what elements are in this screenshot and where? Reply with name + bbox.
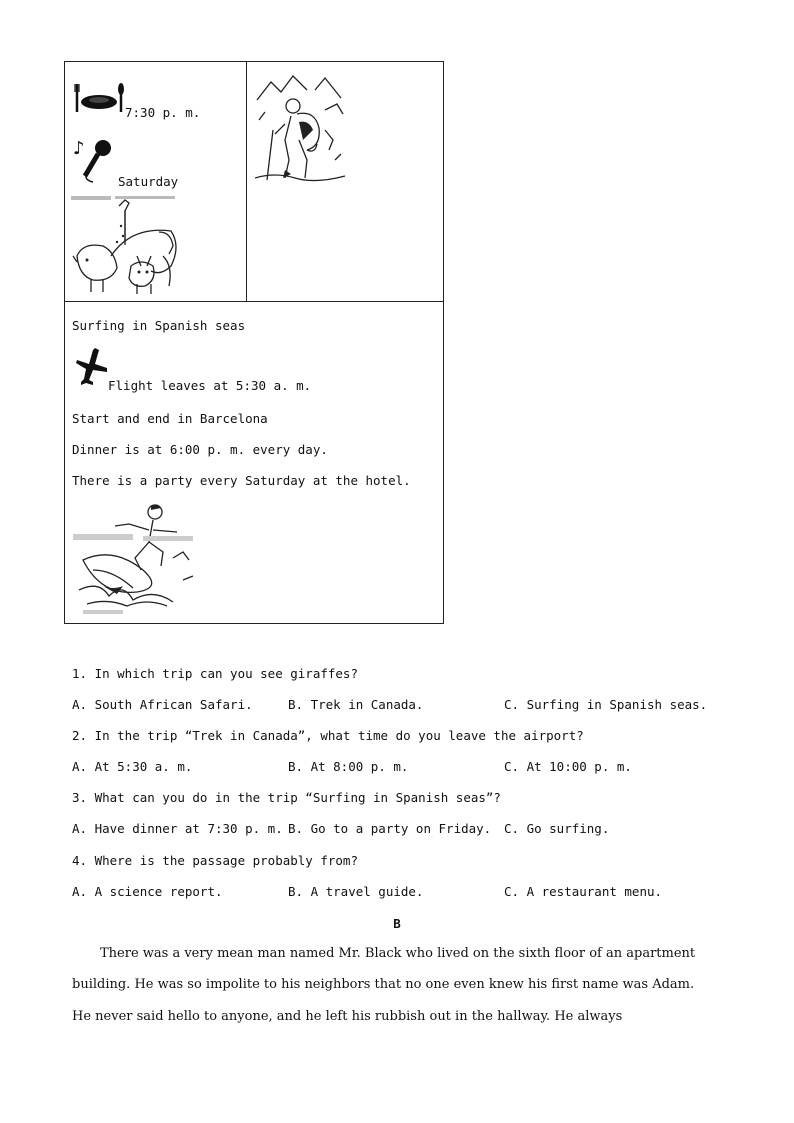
option-b: B. At 8:00 p. m.: [288, 759, 409, 774]
passage-line-2: building. He was so impolite to his neighbors that no one even knew his first name was Adam.: [72, 977, 695, 992]
flight-info: Flight leaves at 5:30 a. m.: [108, 378, 312, 393]
party-info: There is a party every Saturday at the hotel.: [72, 473, 411, 488]
music-day: Saturday: [118, 174, 179, 189]
safari-animals-illustration: [71, 196, 183, 296]
dinner-info: Dinner is at 6:00 p. m. every day.: [72, 442, 328, 457]
airplane-icon: [73, 346, 109, 388]
surfing-cell: [65, 302, 443, 623]
option-a: A. A science report.: [72, 884, 223, 899]
trip-table: [64, 61, 444, 624]
option-c: C. At 10:00 p. m.: [504, 759, 632, 774]
option-a: A. Have dinner at 7:30 p. m.: [72, 821, 283, 836]
option-b: B. Trek in Canada.: [288, 697, 424, 712]
question-text: 1. In which trip can you see giraffes?: [72, 666, 358, 681]
trek-cell: [247, 62, 443, 302]
dinner-plate-icon: [73, 80, 125, 116]
option-a: A. At 5:30 a. m.: [72, 759, 193, 774]
dinner-time: 7:30 p. m.: [125, 105, 201, 120]
passage-line-3: He never said hello to anyone, and he left his rubbish out in the hallway. He always: [72, 1009, 623, 1024]
option-c: C. A restaurant menu.: [504, 884, 663, 899]
start-end-info: Start and end in Barcelona: [72, 411, 268, 426]
section-b-heading: B: [393, 916, 401, 931]
option-c: C. Surfing in Spanish seas.: [504, 697, 708, 712]
safari-cell: [65, 62, 247, 302]
hiker-illustration: [255, 70, 347, 188]
question-text: 3. What can you do in the trip “Surfing in Spanish seas”?: [72, 790, 501, 805]
question-text: 4. Where is the passage probably from?: [72, 853, 358, 868]
option-b: B. A travel guide.: [288, 884, 424, 899]
option-a: A. South African Safari.: [72, 697, 253, 712]
option-b: B. Go to a party on Friday.: [288, 821, 492, 836]
surfing-title: Surfing in Spanish seas: [72, 318, 246, 333]
svg-text:♪: ♪: [73, 138, 85, 159]
microphone-icon: [73, 136, 119, 184]
surfer-illustration: [73, 500, 203, 618]
option-c: C. Go surfing.: [504, 821, 610, 836]
passage-line-1: There was a very mean man named Mr. Black who lived on the sixth floor of an apartment: [100, 946, 696, 961]
question-text: 2. In the trip “Trek in Canada”, what time do you leave the airport?: [72, 728, 584, 743]
